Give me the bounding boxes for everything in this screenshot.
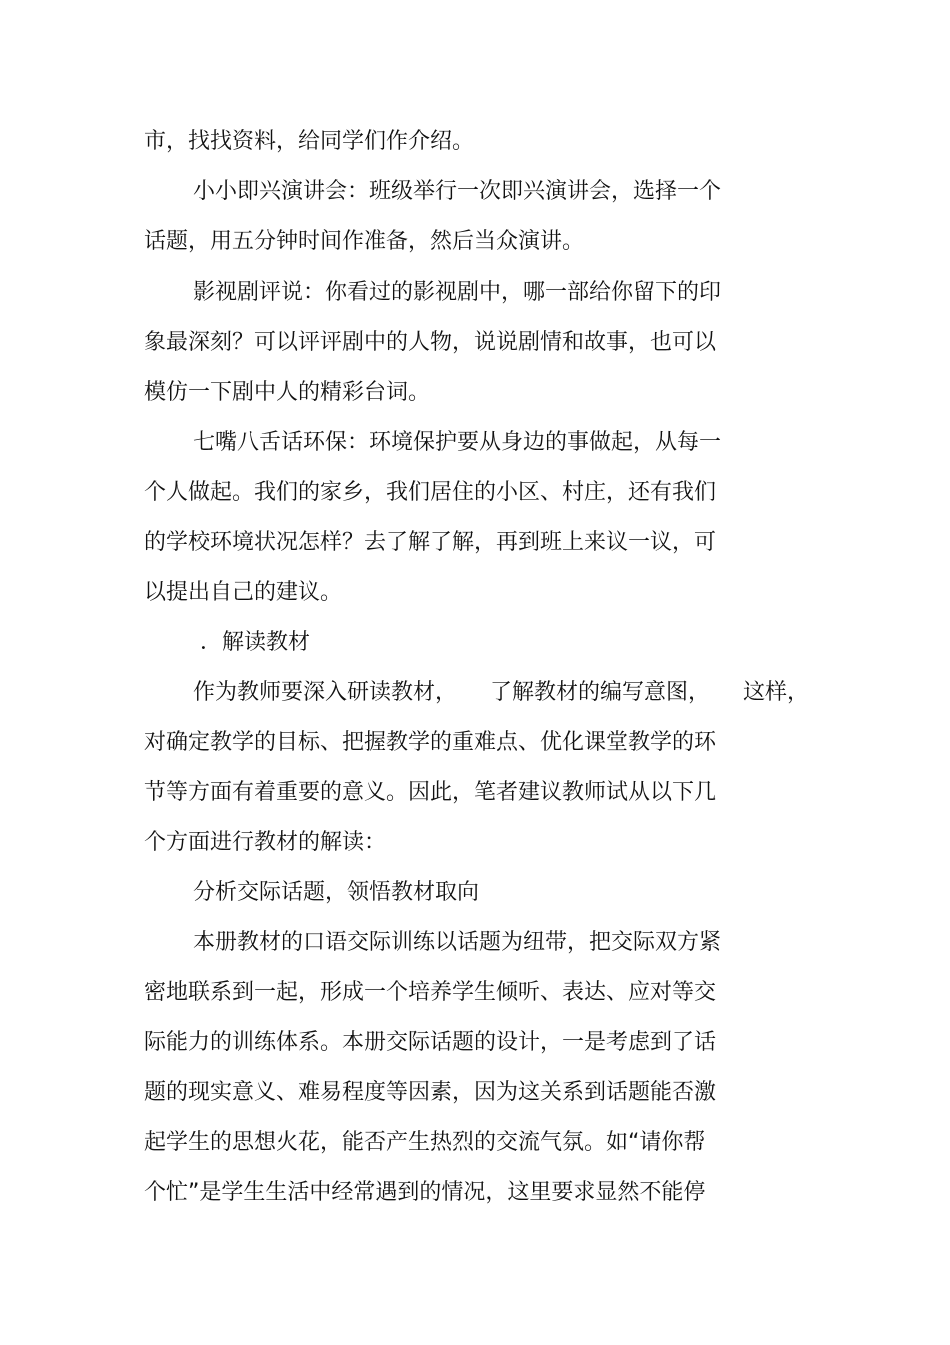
text-line: 个人做起。我们的家乡，我们居住的小区、村庄，还有我们 — [144, 480, 717, 505]
section-heading: ．解读教材 — [200, 630, 311, 655]
text-line: 对确定教学的目标、把握教学的重难点、优化课堂教学的环 — [144, 730, 717, 755]
subsection-heading: 分析交际话题，领悟教材取向 — [193, 880, 480, 905]
paragraph-line: 作为教师要深入研读教材， 了解教材的编写意图， 这样， — [193, 680, 810, 705]
paragraph-line: 小小即兴演讲会：班级举行一次即兴演讲会，选择一个 — [193, 179, 722, 204]
paragraph-line: 影视剧评说：你看过的影视剧中，哪一部给你留下的印 — [193, 280, 722, 305]
text-line: 个方面进行教材的解读： — [144, 830, 387, 855]
text-line: 密地联系到一起，形成一个培养学生倾听、表达、应对等交 — [144, 980, 717, 1005]
text-line: 的学校环境状况怎样？去了解了解，再到班上来议一议，可 — [144, 530, 717, 555]
text-line: 节等方面有着重要的意义。因此，笔者建议教师试从以下几 — [144, 780, 717, 805]
text-line: 题的现实意义、难易程度等因素，因为这关系到话题能否激 — [144, 1080, 717, 1105]
text-line: 市，找找资料，给同学们作介绍。 — [144, 129, 475, 154]
text-line: 模仿一下剧中人的精彩台词。 — [144, 380, 431, 405]
text-line: 以提出自己的建议。 — [144, 580, 343, 605]
text-line: 个忙”是学生生活中经常遇到的情况，这里要求显然不能停 — [144, 1180, 706, 1205]
paragraph-line: 本册教材的口语交际训练以话题为纽带，把交际双方紧 — [193, 930, 722, 955]
paragraph-line: 七嘴八舌话环保：环境保护要从身边的事做起，从每一 — [193, 430, 722, 455]
text-line: 话题，用五分钟时间作准备，然后当众演讲。 — [144, 229, 585, 254]
text-line: 起学生的思想火花，能否产生热烈的交流气氛。如“请你帮 — [144, 1130, 706, 1155]
text-line: 际能力的训练体系。本册交际话题的设计，一是考虑到了话 — [144, 1030, 717, 1055]
text-line: 象最深刻？可以评评剧中的人物，说说剧情和故事，也可以 — [144, 330, 717, 355]
